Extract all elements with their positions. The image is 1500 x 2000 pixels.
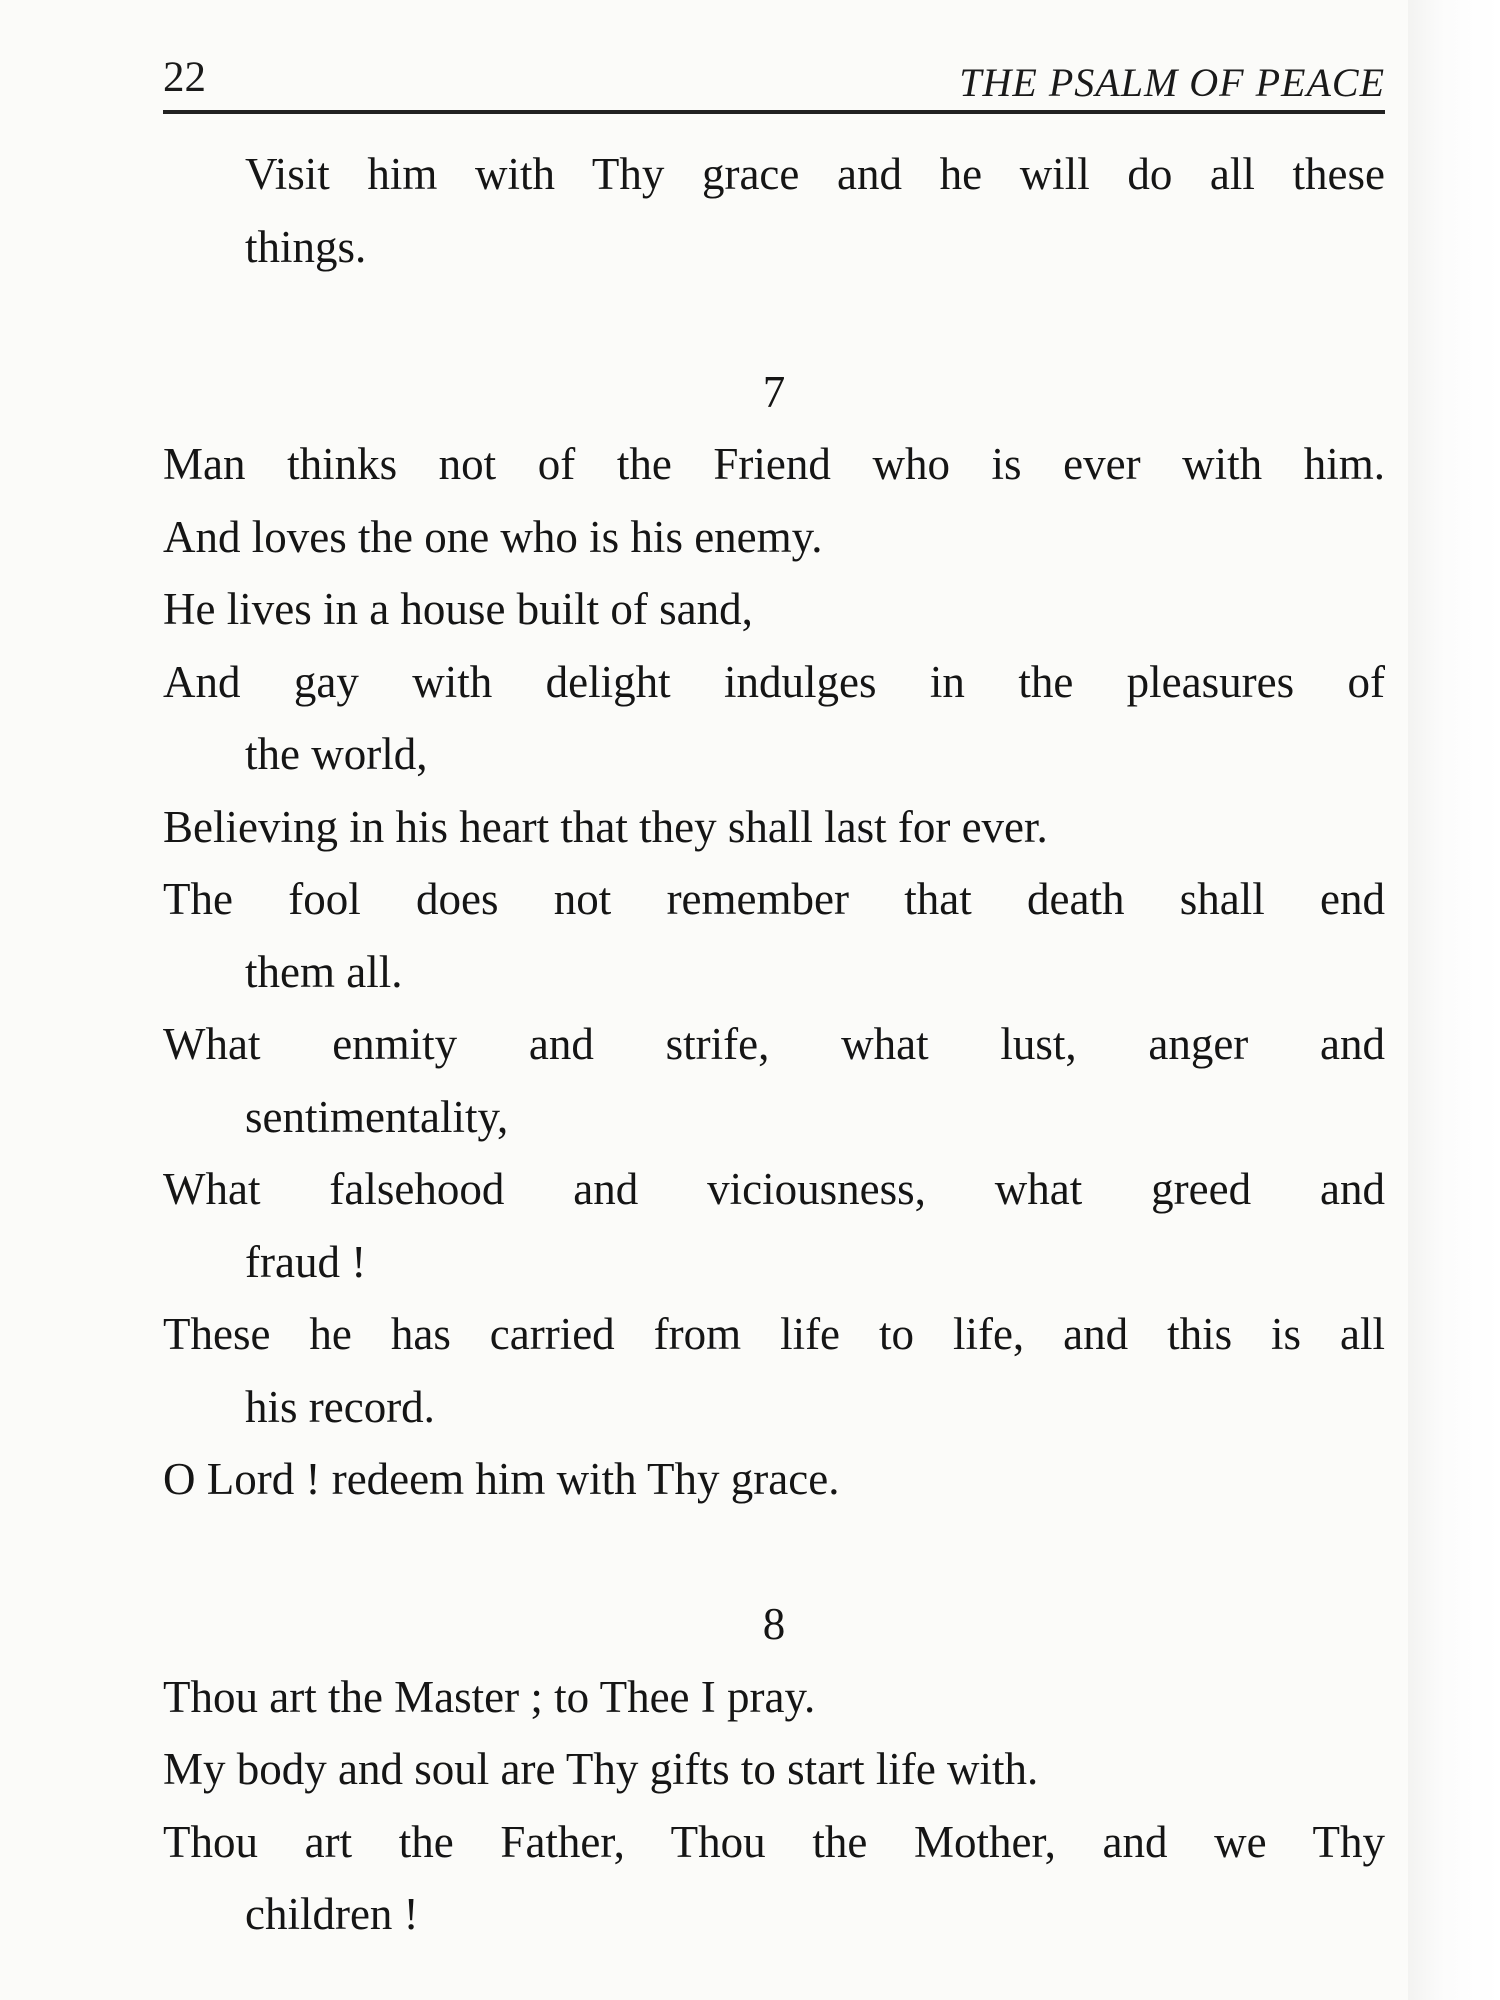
verse-line: sentimentality, (245, 1091, 509, 1142)
page-edge-shadow (1408, 0, 1500, 2000)
verse-line: The fool does not remember that death shall end (163, 874, 1385, 924)
page-header (163, 50, 1385, 112)
verse-line: What falsehood and viciousness, what greed and (163, 1164, 1385, 1214)
verse-line: the world, (245, 729, 428, 779)
verse-line: things. (245, 221, 367, 272)
header-rule (163, 110, 1385, 114)
verse-line: What enmity and strife, what lust, anger and (163, 1019, 1385, 1069)
verse-line: And loves the one who is his enemy. (163, 511, 823, 562)
verse-line: his record. (245, 1381, 435, 1432)
verse-line: Visit him with Thy grace and he will do all these (245, 149, 1385, 199)
page-number: 22 (163, 54, 206, 101)
verse-line: Believing in his heart that they shall last for ever. (163, 801, 1048, 852)
section-number-8: 8 (762, 1599, 786, 1649)
verse-line: children ! (245, 1889, 419, 1939)
verse-line: them all. (245, 946, 403, 997)
verse-line: My body and soul are Thy gifts to start life with. (163, 1744, 1039, 1794)
verse-line: fraud ! (245, 1236, 367, 1287)
verse-line: And gay with delight indulges in the pleasures of (163, 656, 1385, 707)
stanza-gap (163, 1516, 1385, 1589)
verse-line: He lives in a house built of sand, (163, 584, 753, 634)
verse-line: O Lord ! redeem him with Thy grace. (163, 1454, 840, 1504)
stanza-gap (163, 283, 1385, 356)
verse-line: Man thinks not of the Friend who is ever with him. (163, 439, 1385, 489)
page-body (163, 138, 1385, 1951)
verse-line: Thou art the Master ; to Thee I pray. (163, 1671, 816, 1722)
running-title: THE PSALM OF PEACE (959, 60, 1385, 105)
verse-line: These he has carried from life to life, and this is all (163, 1309, 1385, 1359)
section-number-7: 7 (762, 366, 786, 417)
verse-line: Thou art the Father, Thou the Mother, and we Thy (163, 1816, 1385, 1867)
